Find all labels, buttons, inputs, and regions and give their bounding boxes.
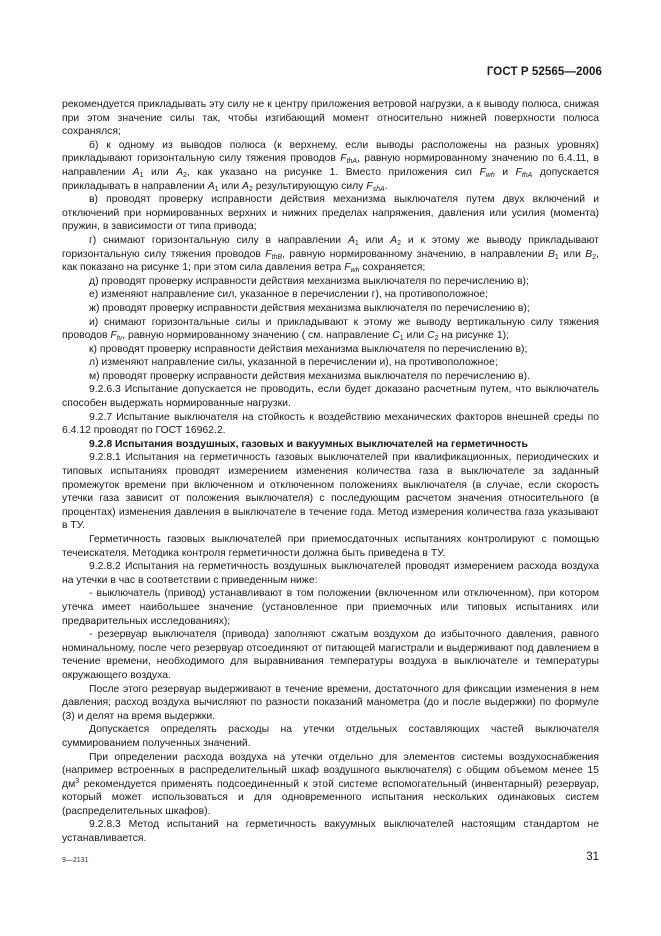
paragraph: Допускается определять расходы на утечки отдельных составляющих частей выключателя суммированием полученных значений.: [62, 724, 599, 749]
list-item: д) проводят проверку исправности действия механизма выключателя по перечислению в);: [89, 275, 529, 287]
list-item: ж) проводят проверку исправности действия механизма выключателя по перечислению в);: [89, 302, 530, 314]
list-item: е) изменяют направление сил, указанное в перечислении г), на противоположное;: [89, 289, 488, 301]
paragraph: рекомендуется прикладывать эту силу не к центру приложения ветровой нагрузки, а к выводу полюса, снижая при этом значение силы так, чтобы изгибающий момент относительно нижней поверхности полюса сохранялся;: [62, 99, 599, 138]
list-item: - резервуар выключателя (привода) заполняют сжатым воздухом до избыточного давления, равного номинальному, после чего резервуар отсоединяют от питающей магистрали и выдерживают под давлением в течение времени, необходимого для выравнивания температуры воздуха в выключателе и температуры окружающего воздуха.: [62, 629, 599, 681]
clause-9-2-6-3: 9.2.6.3 Испытание допускается не проводить, если будет доказано расчетным путем, что выключатель способен выдержать нормированные нагрузки.: [62, 384, 599, 410]
list-item: и) снимают горизонтальные силы и прикладывают к этому же выводу вертикальную силу тяжения проводов $F_{tv}$, равную нормированному значению ( см. направление $C_1$ или $C_2$ на рисунке 1);: [62, 316, 599, 343]
list-item: м) проводят проверку исправности действия механизма выключателя по перечислению в).: [89, 370, 530, 382]
paragraph: При определении расхода воздуха на утечки отдельно для элементов системы воздухоснабжения (например встроенных в распределительный шкаф воздушного выключателя) с общим объемом менее 15 $дм^3$ рекомендуется применять подсоединенный к этой системе вспомогательный (инвентарный) резервуар, который может использоваться и для одновременного испытания нескольких одинаковых систем (распределительных шкафов).: [62, 751, 599, 817]
list-item: л) изменяют направление силы, указанной в перечислении и), на противоположное;: [89, 357, 498, 369]
paragraph: г) снимают горизонтальную силу в направлении $A_1$ или $A_2$ и к этому же выводу прикладывают горизонтальную силу тяжения проводов $F_{thB}$, равную нормированному значению, в направлении $B_1$ или $B_2$, как показано на рисунке 1; при этом сила давления ветра $F_{wh}$ сохраняется;: [62, 234, 599, 275]
clause-9-2-8-3: 9.2.8.3 Метод испытаний на герметичность вакуумных выключателей настоящим стандартом не устанавливается.: [62, 819, 599, 845]
footer-print-code: 9—2131: [62, 857, 89, 864]
list-item: - выключатель (привод) устанавливают в том положении (включенном или отключенном), при котором утечка имеет наибольшее значение (установленное при приемочных или типовых испытаниях или предварительных исследованиях);: [62, 588, 599, 627]
page-number: 31: [586, 851, 599, 863]
document-body: [62, 98, 599, 846]
paragraph: б) к одному из выводов полюса (к верхнему, если выводы расположены на разных уровнях) прикладывают горизонтальную силу тяжения проводов $F_{thA}$, равную нормированному значению по 6.4.11, в направлении $A_1$ или $A_2$, как указано на рисунке 1. Вместо приложения сил $F_{wh}$ и $F_{thA}$ допускается прикладывать в направлении $A_1$ или $A_2$ результирующую силу $F_{shA}$.: [62, 139, 600, 193]
clause-9-2-8-2: 9.2.8.2 Испытания на герметичность воздушных выключателей проводят измерением расхода воздуха на утечки в час в соответствии с приведенным ниже:: [62, 561, 599, 586]
list-item: к) проводят проверку исправности действия механизма выключателя по перечислению в);: [89, 343, 528, 355]
clause-9-2-7: 9.2.7 Испытание выключателя на стойкость к воздействию механических факторов внешней среды по 6.4.12 проводят по ГОСТ 16962.2.: [62, 411, 599, 437]
document-code-header: ГОСТ Р 52565—2006: [486, 66, 602, 78]
paragraph: После этого резервуар выдерживают в течение времени, достаточного для фиксации изменения в нем давления; расход воздуха вычисляют по разности показаний манометра (до и после выдержки) по формуле (3) и делят на время выдержки.: [62, 683, 599, 722]
paragraph: в) проводят проверку исправности действия механизма выключателя путем двух включений и отключений при нормированных верхних и нижних пределах напряжения, давления или усилия (момента) пружин, в зависимости от типа привода;: [62, 194, 599, 233]
section-heading-9-2-8: 9.2.8 Испытания воздушных, газовых и вакуумных выключателей на герметичность: [89, 438, 528, 450]
paragraph: Герметичность газовых выключателей при приемосдаточных испытаниях контролируют с помощью течеискателя. Методика контроля герметичности должна быть приведена в ТУ.: [62, 534, 599, 559]
clause-9-2-8-1: 9.2.8.1 Испытания на герметичность газовых выключателей при квалификационных, периодических и типовых испытаниях проводят измерением изменения количества газа в выключателе за заданный промежуток времени при включенном и отключенном положениях выключателя (в случае, если скорость утечки газа зависит от положения выключателя) с последующим расчетом значения относительного (в процентах) изменения давления в выключателе в течение года. Метод измерения количества газа указывают в ТУ.: [62, 452, 599, 532]
